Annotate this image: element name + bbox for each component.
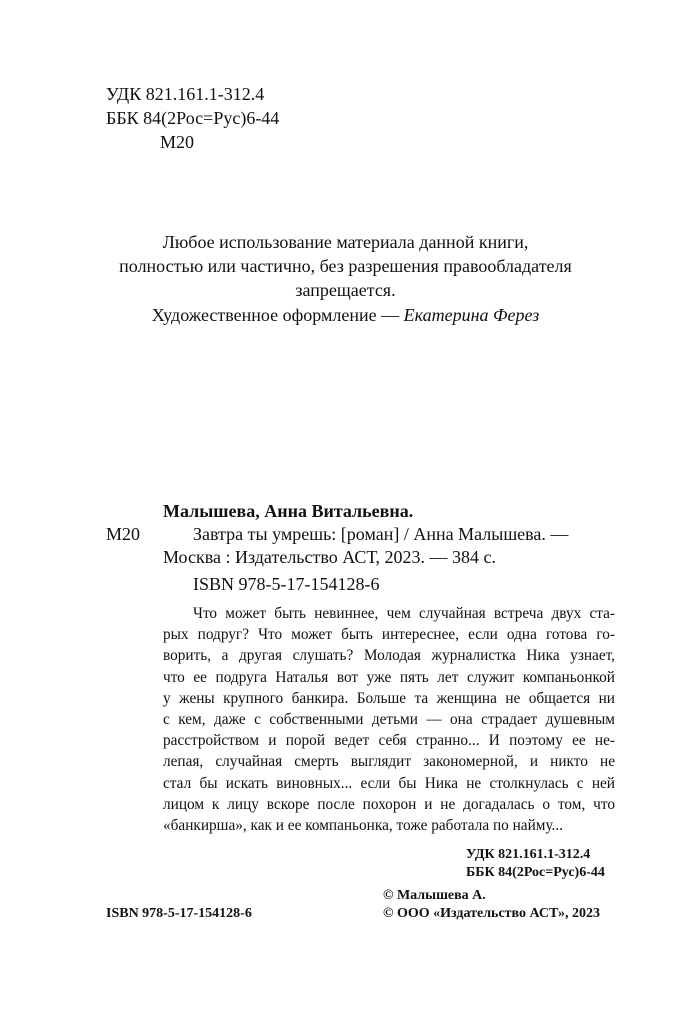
annotation-line: Что может быть невиннее, чем случайная встреча двух ста- [193, 605, 615, 622]
copyright-publisher: © ООО «Издательство АСТ», 2023 [383, 906, 601, 921]
design-credit-label: Художественное оформление — [151, 305, 404, 325]
annotation-line: что ее подруга Наталья вот уже пять лет служит компаньонкой [163, 668, 615, 686]
annotation-line: ворить, а другая слушать? Молодая журналистка Ника узнает, [163, 647, 615, 665]
bib-title-line: Завтра ты умрешь: [роман] / Анна Малышева. — [193, 524, 569, 544]
annotation-line: у жены крупного банкира. Больше та женщина не общается ни [163, 689, 615, 707]
footer-isbn: ISBN 978-5-17-154128-6 [106, 906, 252, 921]
bib-publication-line: Москва : Издательство АСТ, 2023. — 384 с. [163, 547, 497, 567]
annotation-line: стал бы искать виновных... если бы Ника не столкнулась с ней [163, 774, 615, 792]
notice-line-1: Любое использование материала данной книги, [162, 232, 529, 252]
notice-line-2: полностью или частично, без разрешения правообладателя [119, 256, 572, 276]
annotation [163, 603, 615, 836]
bib-isbn: ISBN 978-5-17-154128-6 [193, 574, 380, 594]
design-credit-name: Екатерина Ферез [403, 305, 540, 325]
copyright-author: © Малышева А. [383, 888, 486, 903]
udk-code: УДК 821.161.1-312.4 [106, 84, 265, 104]
design-credit [0, 303, 691, 327]
annotation-line: расстройством и порой ведет себя странно... И поэтому ее не- [163, 732, 615, 750]
bib-author: Малышева, Анна Витальевна. [163, 501, 414, 521]
annotation-line: лицом к лицу вскоре после похорон и не догадалась о том, что [163, 795, 615, 813]
bib-mark: М20 [106, 524, 141, 544]
notice-line-3: запрещается. [295, 280, 396, 300]
annotation-line: рых подруг? Что может быть интереснее, если одна готова го- [163, 626, 615, 644]
annotation-line: «банкирша», как и ее компаньонка, тоже работала по найму... [163, 817, 564, 835]
annotation-line: с кем, даже с собственными детьми — она страдает душевным [163, 711, 615, 729]
author-mark: М20 [160, 132, 195, 152]
annotation-line: лепая, случайная смерть выглядит закономерной, и никто не [163, 753, 615, 771]
bbk-code: ББК 84(2Рос=Рус)6-44 [106, 108, 280, 128]
bottom-bbk-code: ББК 84(2Рос=Рус)6-44 [466, 865, 605, 880]
bottom-udk-code: УДК 821.161.1-312.4 [466, 847, 591, 862]
